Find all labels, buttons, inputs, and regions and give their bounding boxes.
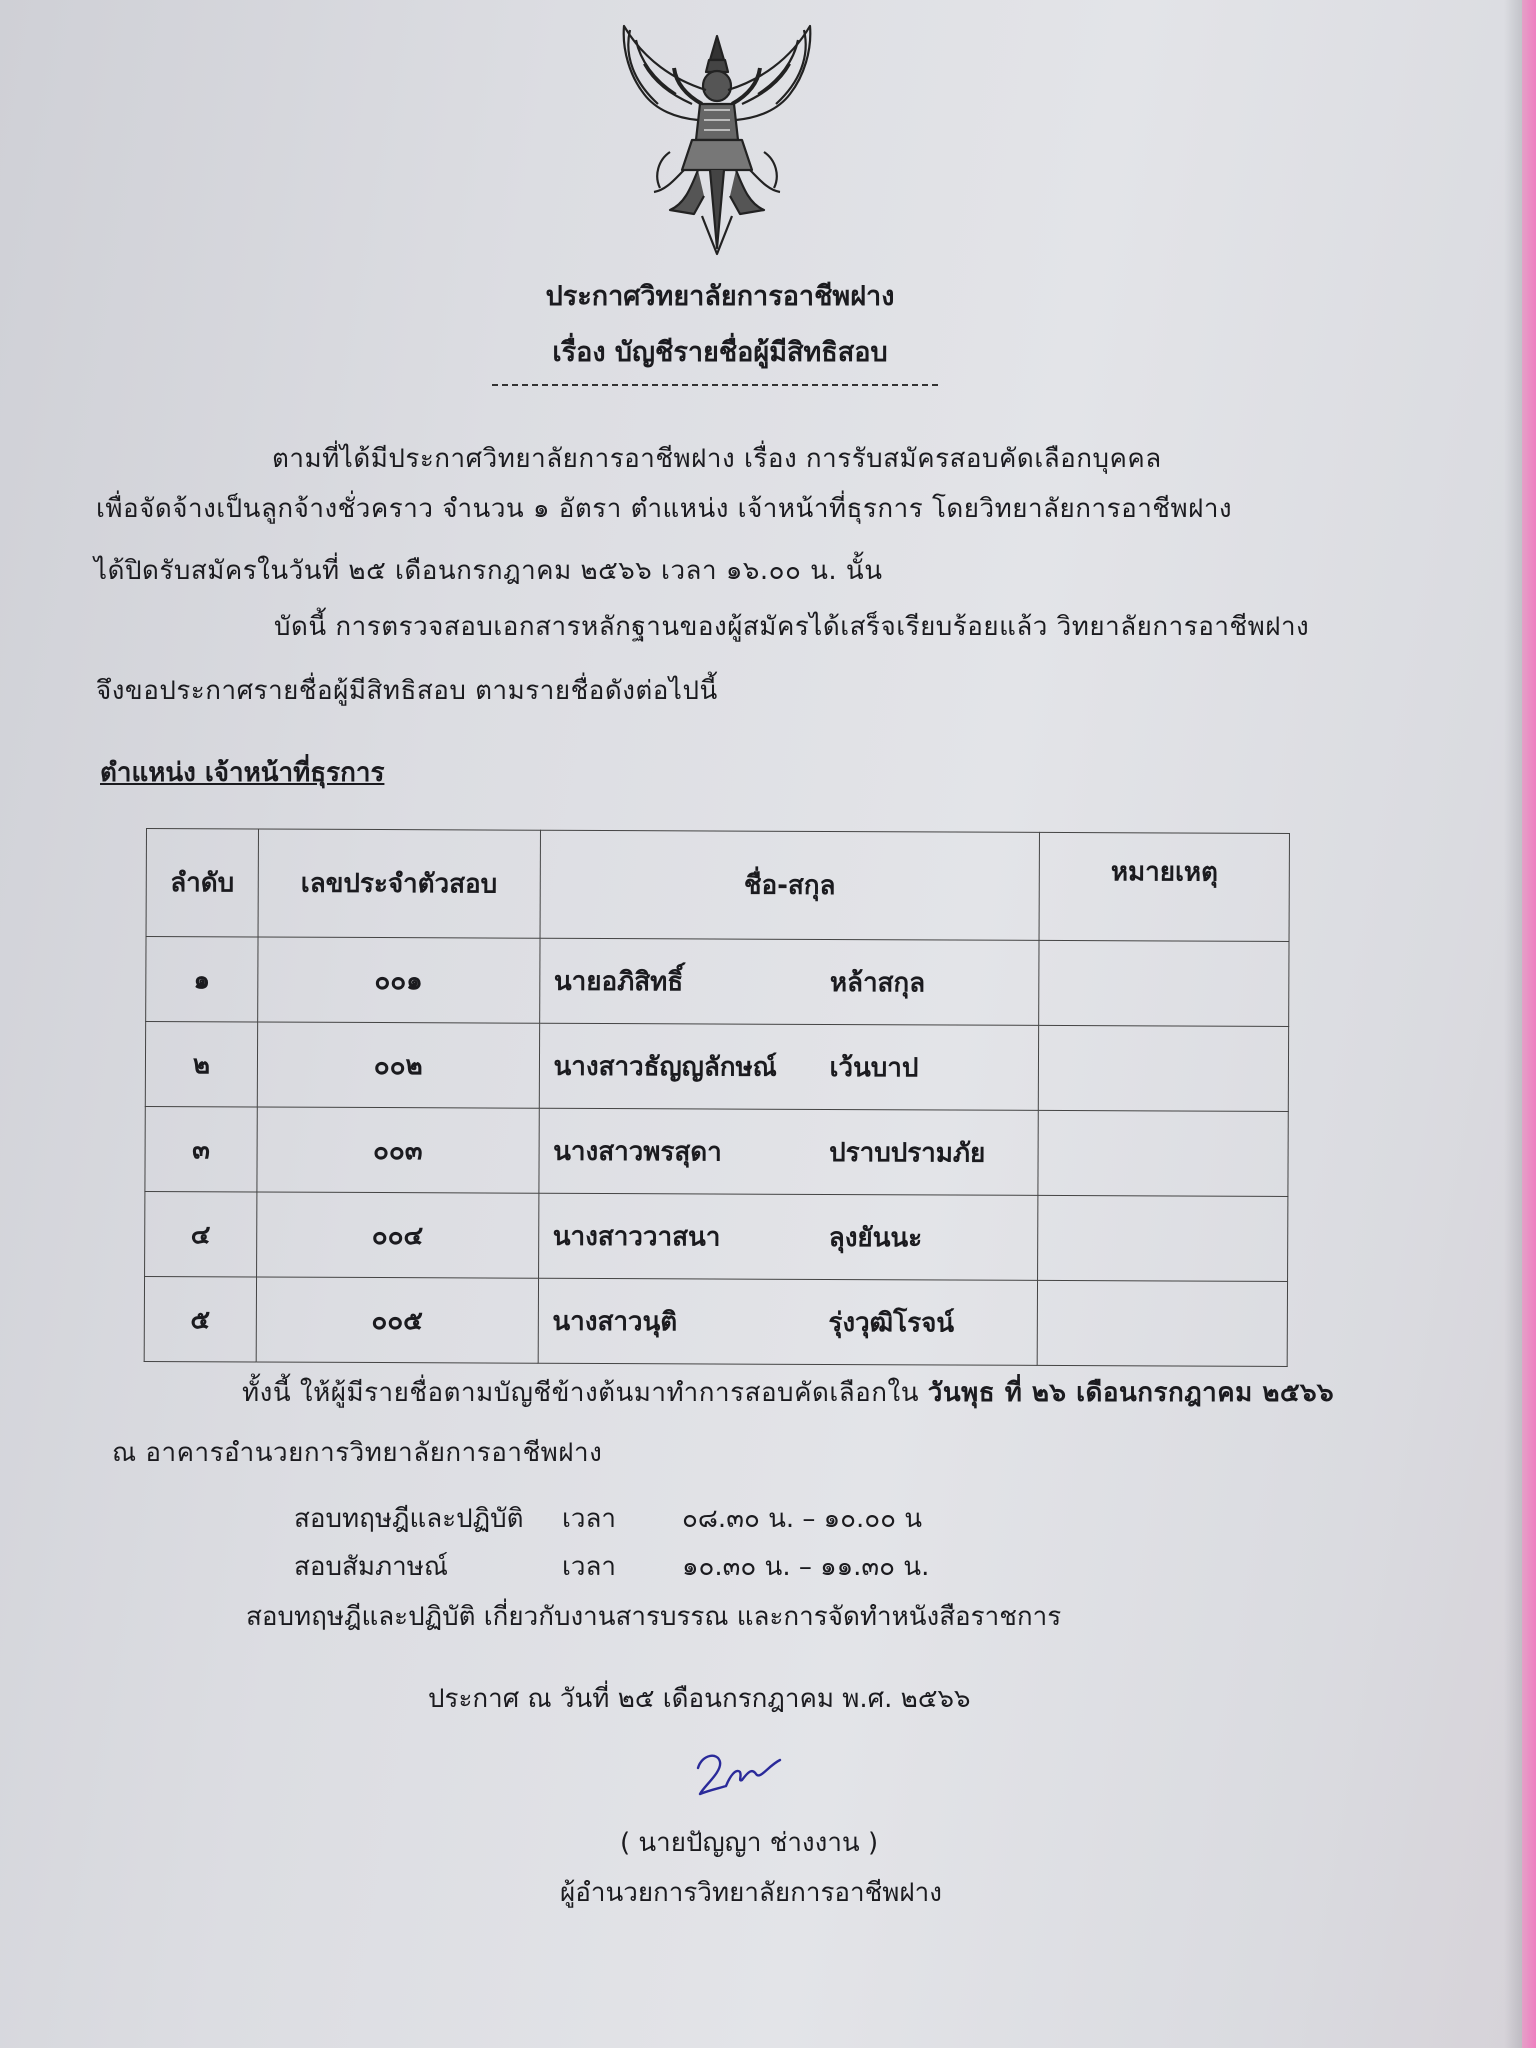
table-row <box>145 1191 1288 1281</box>
row-note <box>1039 940 1289 1026</box>
pink-backing-edge <box>1522 0 1536 2048</box>
table-row <box>145 1106 1288 1196</box>
schedule-interview-time-label: เวลา <box>562 1552 617 1582</box>
table-row <box>145 1022 1288 1112</box>
schedule-interview-label: สอบสัมภาษณ์ <box>294 1552 448 1582</box>
para1-line3: ได้ปิดรับสมัครในวันที่ ๒๕ เดือนกรกฎาคม ๒๕๖๖ เวลา ๑๖.๐๐ น. นั้น <box>94 556 883 586</box>
exam-topic: สอบทฤษฎีและปฏิบัติ เกี่ยวกับงานสารบรรณ และการจัดทำหนังสือราชการ <box>246 1602 1062 1632</box>
position-heading: ตำแหน่ง เจ้าหน้าที่ธุรการ <box>100 758 385 788</box>
announcement-title: ประกาศวิทยาลัยการอาชีพฝาง <box>545 281 895 312</box>
row-last-name: เว้นบาป <box>829 1052 919 1083</box>
header-exam-id: เลขประจำตัวสอบ <box>258 829 540 938</box>
row-name <box>538 1193 1038 1280</box>
schedule-theory-time: ๐๘.๓๐ น. – ๑๐.๐๐ น <box>682 1504 923 1534</box>
header-full-name: ชื่อ-สกุล <box>540 830 1040 940</box>
row-exam-id: ๐๐๔ <box>256 1192 538 1278</box>
schedule-theory-label: สอบทฤษฎีและปฏิบัติ <box>294 1504 524 1534</box>
row-last-name: หล้าสกุล <box>829 967 926 998</box>
garuda-emblem <box>614 20 820 256</box>
row-note <box>1038 1110 1288 1196</box>
candidate-table <box>144 828 1290 1367</box>
page-edge-shadow <box>1504 0 1522 2048</box>
row-last-name: รุ่งวุฒิโรจน์ <box>828 1307 955 1339</box>
row-first-name: นายอภิสิทธิ์ <box>553 966 684 997</box>
row-order: ๕ <box>144 1276 256 1361</box>
para1-line2: เพื่อจัดจ้างเป็นลูกจ้างชั่วคราว จำนวน ๑ อัตรา ตำแหน่ง เจ้าหน้าที่ธุรการ โดยวิทยาลัยการอาชีพฝาง <box>96 494 1233 524</box>
row-note <box>1037 1280 1287 1366</box>
signer-title: ผู้อำนวยการวิทยาลัยการอาชีพฝาง <box>560 1878 942 1908</box>
announcement-subject: เรื่อง บัญชีรายชื่อผู้มีสิทธิสอบ <box>552 337 888 368</box>
row-exam-id: ๐๐๓ <box>257 1107 539 1193</box>
table-row <box>146 937 1289 1027</box>
schedule-theory-time-label: เวลา <box>562 1504 617 1534</box>
row-order: ๒ <box>145 1022 257 1107</box>
header-order: ลำดับ <box>146 829 258 937</box>
row-first-name: นางสาวพรสุดา <box>553 1136 722 1168</box>
row-last-name: ลุงยันนะ <box>828 1222 923 1253</box>
row-order: ๓ <box>145 1106 257 1191</box>
title-divider <box>492 384 938 386</box>
signer-name: ( นายปัญญา ช่างงาน ) <box>620 1828 879 1858</box>
announce-date: ประกาศ ณ วันที่ ๒๕ เดือนกรกฎาคม พ.ศ. ๒๕๖๖ <box>428 1684 971 1714</box>
row-exam-id: ๐๐๕ <box>256 1277 538 1363</box>
row-name <box>539 938 1039 1025</box>
row-name <box>538 1108 1038 1195</box>
exam-date: วันพุธ ที่ ๒๖ เดือนกรกฎาคม ๒๕๖๖ <box>927 1378 1335 1408</box>
row-name <box>538 1278 1038 1365</box>
para2-line2: จึงขอประกาศรายชื่อผู้มีสิทธิสอบ ตามรายชื่อดังต่อไปนี้ <box>96 676 718 706</box>
row-exam-id: ๐๐๑ <box>258 937 540 1023</box>
schedule-interview-time: ๑๐.๓๐ น. – ๑๑.๓๐ น. <box>682 1552 930 1582</box>
row-note <box>1038 1195 1288 1281</box>
row-first-name: นางสาววาสนา <box>552 1221 721 1253</box>
table-row <box>144 1276 1287 1366</box>
exam-intro: ทั้งนี้ ให้ผู้มีรายชื่อตามบัญชีข้างต้นมาทำการสอบคัดเลือกใน <box>242 1378 919 1408</box>
row-last-name: ปราบปรามภัย <box>829 1137 986 1169</box>
header-remarks: หมายเหตุ <box>1039 832 1289 941</box>
row-exam-id: ๐๐๒ <box>257 1022 539 1108</box>
row-first-name: นางสาวธัญญลักษณ์ <box>553 1051 777 1083</box>
row-order: ๑ <box>146 937 258 1022</box>
para1-line1: ตามที่ได้มีประกาศวิทยาลัยการอาชีพฝาง เรื่อง การรับสมัครสอบคัดเลือกบุคคล <box>272 444 1162 474</box>
row-first-name: นางสาวนุติ <box>552 1306 678 1337</box>
table-header-row <box>146 829 1289 942</box>
para2-line1: บัดนี้ การตรวจสอบเอกสารหลักฐานของผู้สมัครได้เสร็จเรียบร้อยแล้ว วิทยาลัยการอาชีพฝาง <box>274 612 1310 642</box>
row-name <box>539 1023 1039 1110</box>
exam-intro-line <box>242 1372 1334 1413</box>
row-order: ๔ <box>145 1191 257 1276</box>
row-note <box>1038 1025 1288 1111</box>
signature <box>690 1746 786 1802</box>
exam-location: ณ อาคารอำนวยการวิทยาลัยการอาชีพฝาง <box>112 1438 603 1468</box>
